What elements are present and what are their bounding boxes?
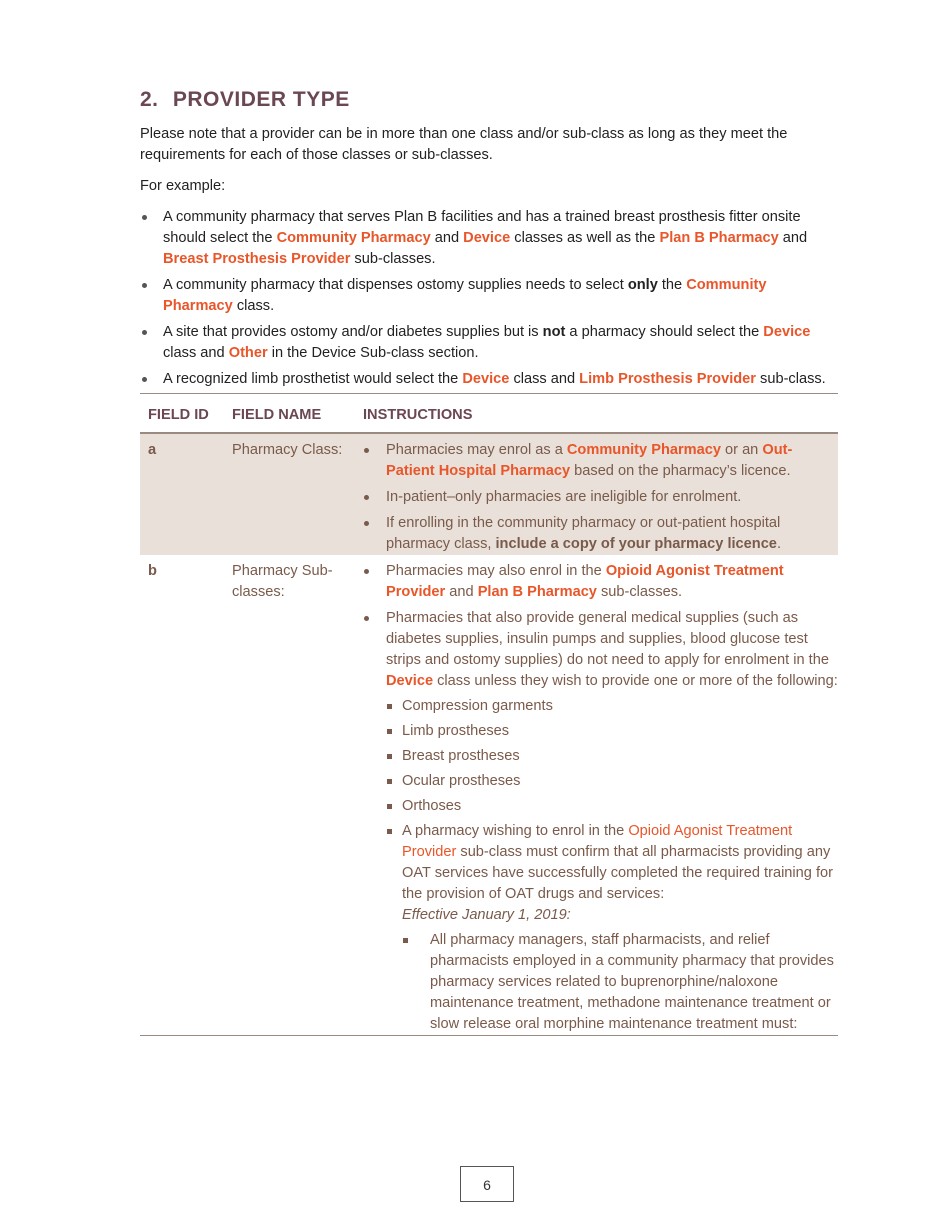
col-header-instructions: INSTRUCTIONS xyxy=(363,394,838,434)
sub-list-item: Ocular prostheses xyxy=(386,771,838,792)
instruction-item: In-patient–only pharmacies are ineligible for enrolment. xyxy=(363,487,838,508)
table-header-row xyxy=(140,394,838,434)
document-page xyxy=(140,88,838,1036)
col-header-field-id: FIELD ID xyxy=(140,394,224,434)
instructions-cell xyxy=(363,555,838,1036)
example-item: A site that provides ostomy and/or diabetes supplies but is not a pharmacy should select the Device class and Other in the Device Sub-class section. xyxy=(140,322,838,364)
instruction-item: Pharmacies may enrol as a Community Pharmacy or an Out-Patient Hospital Pharmacy based on the pharmacy’s licence. xyxy=(363,440,838,482)
example-item: A community pharmacy that serves Plan B facilities and has a trained breast prosthesis fitter onsite should select the Community Pharmacy and Device classes as well as the Plan B Pharmacy and Breast Prosthesis Provider sub-classes. xyxy=(140,207,838,270)
instructions-cell xyxy=(363,433,838,555)
device-items-list xyxy=(386,696,838,1035)
table-row xyxy=(140,555,838,1036)
section-number: 2. xyxy=(140,88,159,111)
instruction-item: Pharmacies may also enrol in the Opioid Agonist Treatment Provider and Plan B Pharmacy sub-classes. xyxy=(363,561,838,603)
nested-list-item: All pharmacy managers, staff pharmacists, and relief pharmacists employed in a community pharmacy that provides pharmacy services related to buprenorphine/naloxone maintenance treatment, methadone maintenance treatment or slow release oral morphine maintenance treatment must: xyxy=(402,930,838,1035)
examples-list xyxy=(140,207,838,390)
example-item: A community pharmacy that dispenses ostomy supplies needs to select only the Community Pharmacy class. xyxy=(140,275,838,317)
for-example-label: For example: xyxy=(140,178,226,194)
table-row xyxy=(140,433,838,555)
nested-list xyxy=(402,930,838,1035)
example-item: A recognized limb prosthetist would select the Device class and Limb Prosthesis Provider sub-class. xyxy=(140,369,838,390)
field-name: Pharmacy Sub-classes: xyxy=(232,563,333,600)
sub-list-item: A pharmacy wishing to enrol in the Opioid Agonist Treatment Provider sub-class must confirm that all pharmacists providing any OAT services have successfully completed the required training for the provision of OAT drugs and services: Effective January 1, 2019: All pharmacy managers, staff pharmacists, and relief pharmacists employed in a community pharmacy that provides pharmacy services related to buprenorphine/naloxone maintenance treatment, methadone maintenance treatment or slow release oral morphine maintenance treatment must: xyxy=(386,821,838,1035)
page-number: 6 xyxy=(460,1166,514,1202)
instruction-item: Pharmacies that also provide general medical supplies (such as diabetes supplies, insulin pumps and supplies, blood glucose test strips and ostomy supplies) do not need to apply for enrolment in the Device class unless they wish to provide one or more of the following: Compression garments Limb prostheses Breast prostheses Ocular prostheses Orthoses A pharmacy wishing to enrol in the Opioid Agonist Treatment Provider sub-class must confirm that all pharmacists providing any OAT services have successfully completed the required training for the provision of OAT drugs and services: Effective January 1, 2019: All pharmacy managers, staff pharmacists, and relief pharmacists employed in a community pharmacy that provides pharmacy services related to buprenorphine/naloxone maintenance treatment, methadone maintenance treatment or slow release oral morphine maintenance treatment must: xyxy=(363,608,838,1035)
field-name: Pharmacy Class: xyxy=(224,433,363,555)
intro-paragraph: Please note that a provider can be in more than one class and/or sub-class as long as they meet the requirements for each of those classes or sub-classes. xyxy=(140,126,788,163)
effective-date: Effective January 1, 2019: xyxy=(402,907,571,923)
sub-list-item: Breast prostheses xyxy=(386,746,838,767)
sub-list-item: Limb prostheses xyxy=(386,721,838,742)
sub-list-item: Orthoses xyxy=(386,796,838,817)
sub-list-item: Compression garments xyxy=(386,696,838,717)
col-header-field-name: FIELD NAME xyxy=(224,394,363,434)
section-title: PROVIDER TYPE xyxy=(172,88,350,111)
field-id: b xyxy=(148,563,157,579)
field-id: a xyxy=(140,433,224,555)
instruction-item: If enrolling in the community pharmacy or out-patient hospital pharmacy class, include a copy of your pharmacy licence. xyxy=(363,513,838,555)
section-heading xyxy=(140,88,838,112)
field-instructions-table xyxy=(140,393,838,1036)
